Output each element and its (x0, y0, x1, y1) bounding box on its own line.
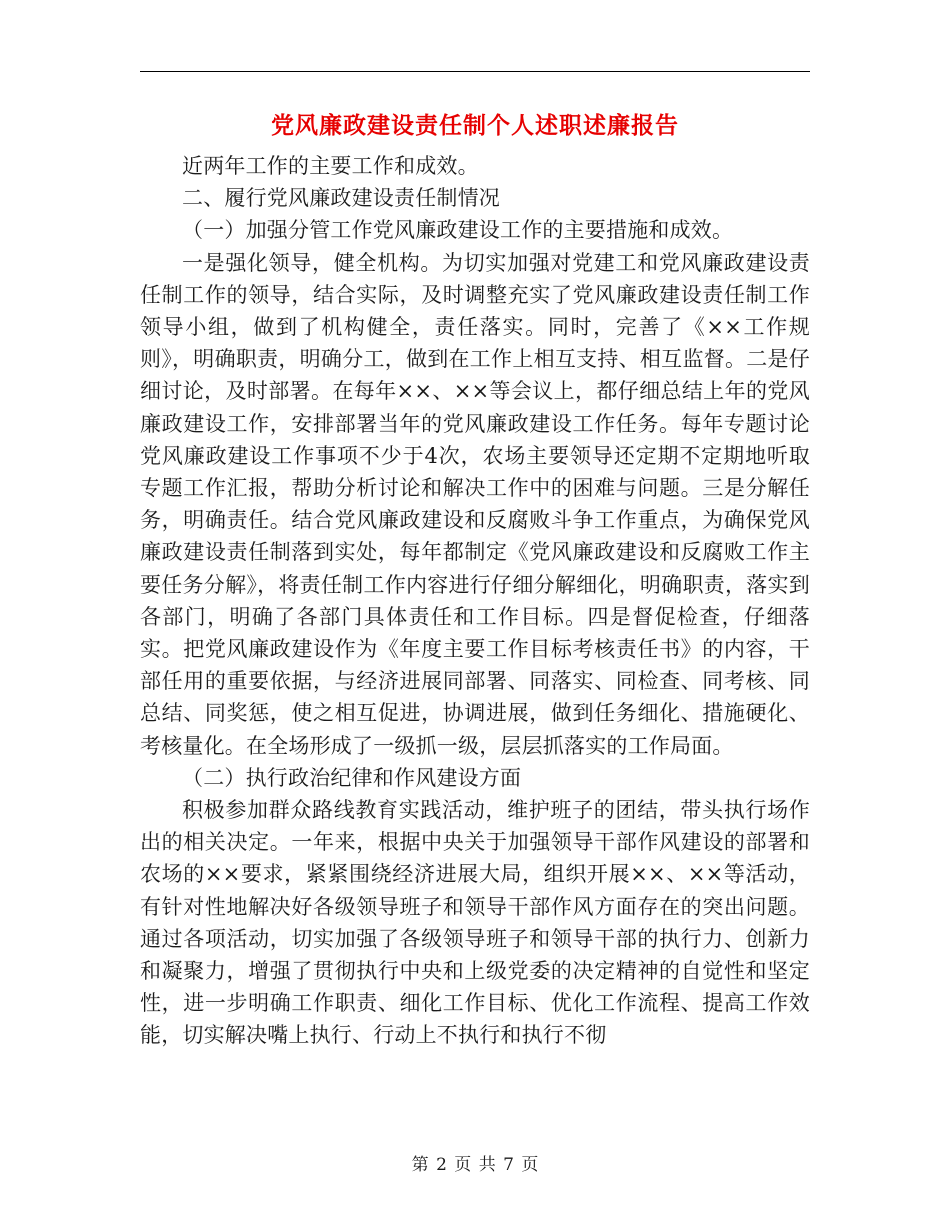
document-title: 党风廉政建设责任制个人述职述廉报告 (271, 112, 679, 139)
document-body (140, 150, 810, 1052)
paragraph: （一）加强分管工作党风廉政建设工作的主要措施和成效。 (182, 218, 734, 243)
paragraph: 一是强化领导，健全机构。为切实加强对党建工和党风廉政建设责任制工作的领导，结合实际，及时调整充实了党风廉政建设责任制工作领导小组，做到了机构健全，责任落实。同时，完善了《××工作规则》，明确职责，明确分工，做到在工作上相互支持、相互监督。二是仔细讨论，及时部署。在每年××、××等会议上，都仔细总结上年的党风廉政建设工作，安排部署当年的党风廉政建设工作任务。每年专题讨论党风廉政建设工作事项不少于4次，农场主要领导还定期不定期地听取专题工作汇报，帮助分析讨论和解决工作中的困难与问题。三是分解任务，明确责任。结合党风廉政建设和反腐败斗争工作重点，为确保党风廉政建设责任制落到实处，每年都制定《党风廉政建设和反腐败工作主要任务分解》，将责任制工作内容进行仔细分解细化，明确职责，落实到各部门，明确了各部门具体责任和工作目标。四是督促检查，仔细落实。把党风廉政建设作为《年度主要工作目标考核责任书》的内容，干部任用的重要依据，与经济进展同部署、同落实、同检查、同考核、同总结、同奖惩，使之相互促进，协调进展，做到任务细化、措施硬化、考核量化。在全场形成了一级抓一级，层层抓落实的工作局面。 (140, 250, 810, 758)
paragraph: 近两年工作的主要工作和成效。 (182, 154, 479, 178)
paragraph: （二）执行政治纪律和作风建设方面 (182, 765, 522, 790)
page-number-footer: 第 2 页 共 7 页 (411, 1155, 539, 1175)
paragraph: 二、履行党风廉政建设责任制情况 (182, 186, 500, 211)
paragraph: 积极参加群众路线教育实践活动，维护班子的团结，带头执行场作出的相关决定。一年来，根据中央关于加强领导干部作风建设的部署和农场的××要求，紧紧围绕经济进展大局，组织开展××、××等活动，有针对性地解决好各级领导班子和领导干部作风方面存在的突出问题。通过各项活动，切实加强了各级领导班子和领导干部的执行力、创新力和凝聚力，增强了贯彻执行中央和上级党委的决定精神的自觉性和坚定性，进一步明确工作职责、细化工作目标、优化工作流程、提高工作效能，切实解决嘴上执行、行动上不执行和执行不彻 (140, 798, 810, 1048)
header-rule (140, 71, 810, 72)
